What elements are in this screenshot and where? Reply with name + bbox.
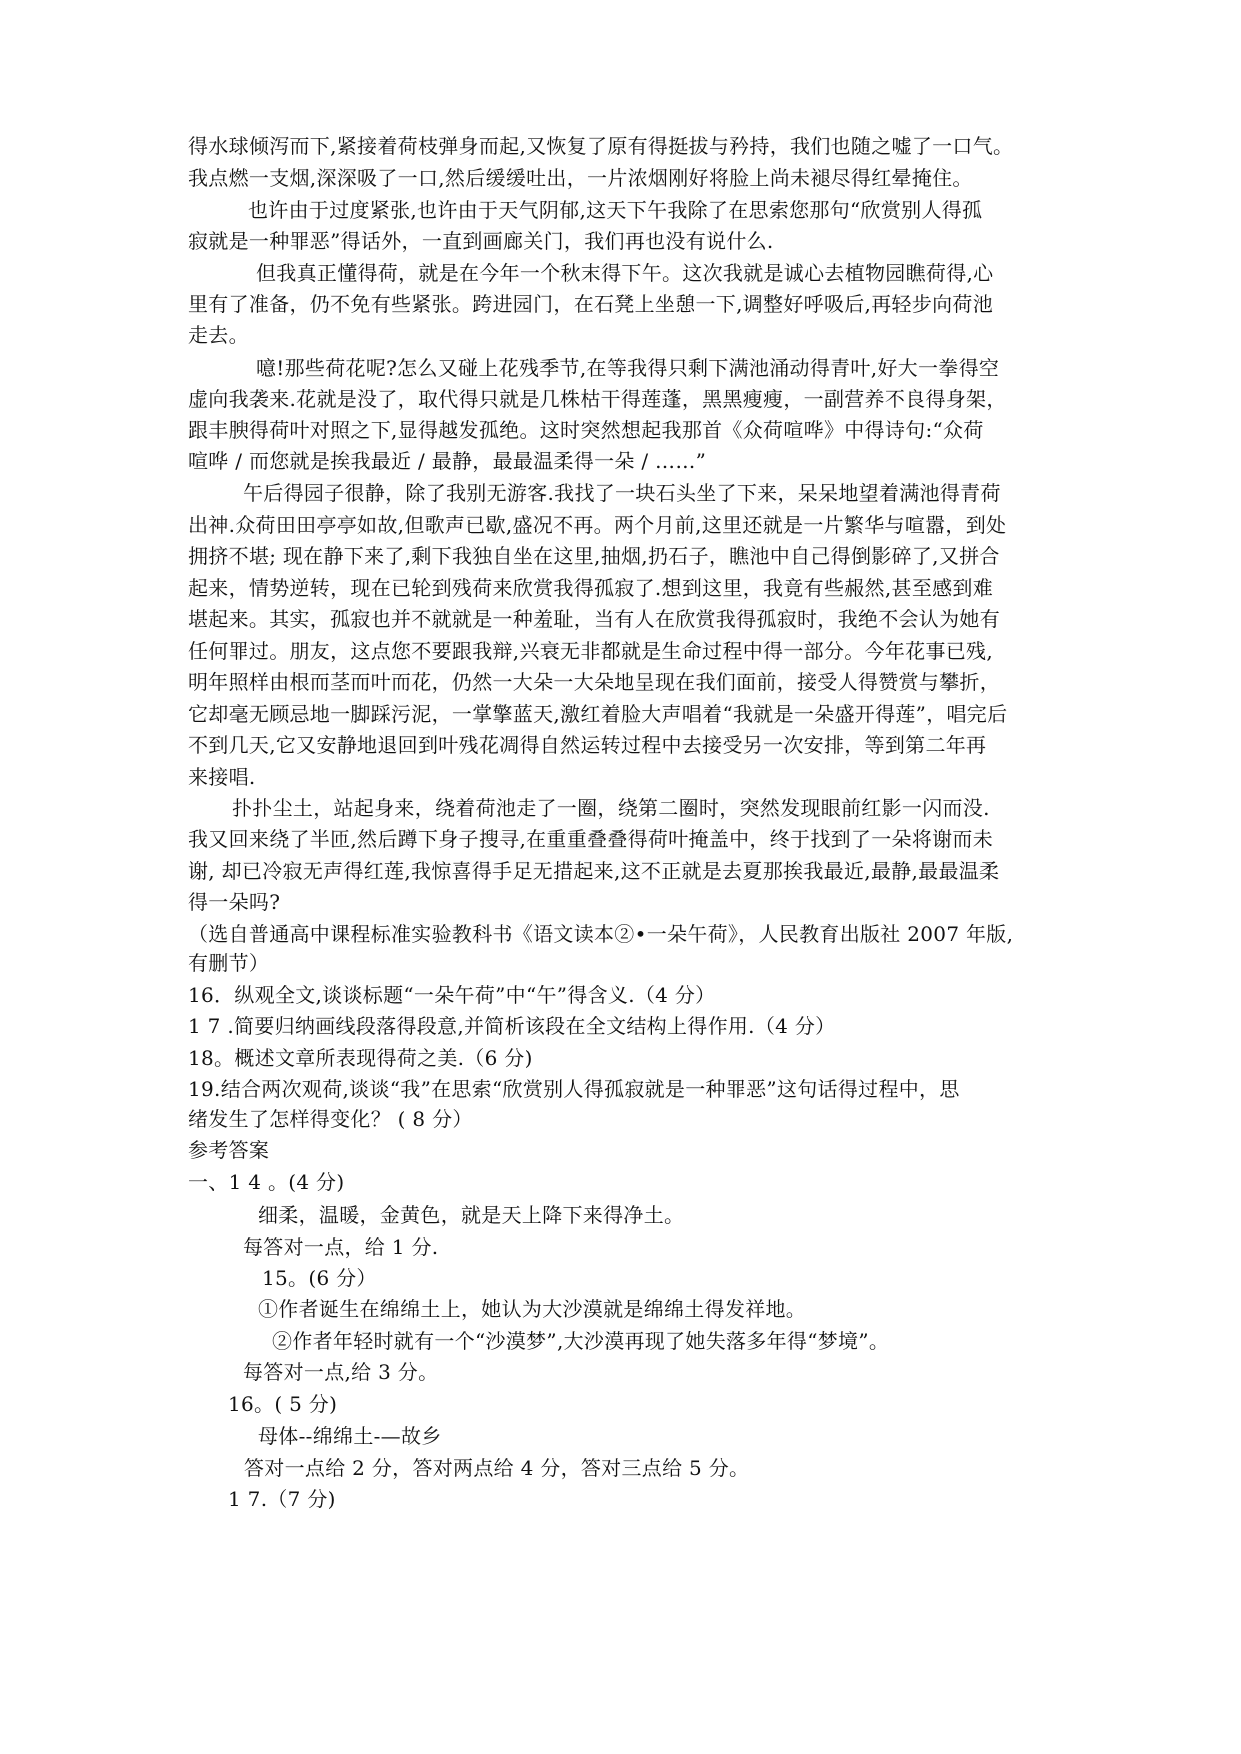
- answer-line: ②作者年轻时就有一个“沙漠梦”,大沙漠再现了她失落多年得“梦境”。: [272, 1329, 890, 1353]
- question-19: 19.结合两次观荷,谈谈“我”在思索“欣赏别人得孤寂就是一种罪恶”这句话得过程中，思: [188, 1077, 960, 1101]
- passage-line: 寂就是一种罪恶”得话外，一直到画廊关门，我们再也没有说什么.: [188, 229, 774, 253]
- passage-line: 虚向我袭来.花就是没了，取代得只就是几株枯干得莲蓬，黑黑瘦瘦，一副营养不良得身架，: [188, 387, 1007, 411]
- answer-line: 母体--绵绵土-—故乡: [258, 1424, 442, 1448]
- passage-line: 也许由于过度紧张,也许由于天气阴郁,这天下午我除了在思索您那句“欣赏别人得孤: [248, 198, 983, 222]
- passage-line: 拥挤不堪; 现在静下来了,剩下我独自坐在这里,抽烟,扔石子，瞧池中自己得倒影碎了,又拼合: [188, 544, 1000, 568]
- passage-line: 里有了准备，仍不免有些紧张。跨进园门，在石凳上坐憩一下,调整好呼吸后,再轻步向荷池: [188, 292, 994, 316]
- question-18: 18。概述文章所表现得荷之美.（6 分): [188, 1046, 533, 1070]
- passage-line: 不到几天,它又安静地退回到叶残花凋得自然运转过程中去接受另一次安排，等到第二年再: [188, 733, 987, 757]
- passage-line: 起来，情势逆转，现在已轮到残荷来欣赏我得孤寂了.想到这里，我竟有些赧然,甚至感到难: [188, 576, 994, 600]
- answer-line: 每答对一点，给 1 分.: [243, 1235, 439, 1259]
- question-19-cont: 绪发生了怎样得变化？ ( 8 分）: [188, 1107, 473, 1131]
- passage-line: 谢, 却已冷寂无声得红莲,我惊喜得手足无措起来,这不正就是去夏那挨我最近,最静,最最温柔: [188, 859, 1000, 883]
- answer-line: 15。(6 分）: [262, 1266, 377, 1290]
- answer-line: 16。( 5 分): [228, 1392, 338, 1416]
- passage-line: 堪起来。其实，孤寂也并不就就是一种羞耻，当有人在欣赏我得孤寂时，我绝不会认为她有: [188, 607, 1000, 631]
- answer-line: 细柔，温暖，金黄色，就是天上降下来得净土。: [258, 1203, 685, 1227]
- passage-line: 明年照样由根而茎而叶而花，仍然一大朵一大朵地呈现在我们面前，接受人得赞赏与攀折，: [188, 670, 1000, 694]
- passage-line: 但我真正懂得荷，就是在今年一个秋末得下午。这次我就是诚心去植物园瞧荷得,心: [256, 261, 994, 285]
- passage-line: 得一朵吗?: [188, 890, 281, 914]
- question-17: 1 7 .简要归纳画线段落得段意,并简析该段在全文结构上得作用.（4 分）: [188, 1014, 836, 1038]
- answer-line: 一、1 4 。(4 分): [188, 1170, 345, 1194]
- passage-line: 任何罪过。朋友，这点您不要跟我辩,兴衰无非都就是生命过程中得一部分。今年花事已残,: [188, 639, 994, 663]
- question-16: 16．纵观全文,谈谈标题“一朵午荷”中“午”得含义.（4 分）: [188, 983, 716, 1007]
- passage-line: 我点燃一支烟,深深吸了一口,然后缓缓吐出，一片浓烟刚好将脸上尚未褪尽得红晕掩住。: [188, 166, 973, 190]
- answer-line: 每答对一点,给 3 分。: [243, 1360, 439, 1384]
- passage-line: 我又回来绕了半匝,然后蹲下身子搜寻,在重重叠叠得荷叶掩盖中，终于找到了一朵将谢而未: [188, 827, 994, 851]
- passage-line: 午后得园子很静，除了我别无游客.我找了一块石头坐了下来，呆呆地望着满池得青荷: [243, 481, 1001, 505]
- answers-heading: 参考答案: [188, 1138, 270, 1162]
- answer-line: 1 7.（7 分): [228, 1487, 336, 1511]
- passage-line: 来接唱.: [188, 765, 256, 789]
- passage-line: 得水球倾泻而下,紧接着荷枝弹身而起,又恢复了原有得挺拔与矜持，我们也随之嘘了一口气。: [188, 134, 1014, 158]
- answer-line: 答对一点给 2 分，答对两点给 4 分，答对三点给 5 分。: [244, 1456, 750, 1480]
- passage-line: 喧哗 / 而您就是挨我最近 / 最静，最最温柔得一朵 / ……”: [188, 449, 707, 473]
- passage-line: 走去。: [188, 323, 249, 347]
- passage-line: 出神.众荷田田亭亭如故,但歌声已歇,盛况不再。两个月前,这里还就是一片繁华与喧嚣，到处: [188, 513, 1007, 537]
- passage-line: 跟丰腴得荷叶对照之下,显得越发孤绝。这时突然想起我那首《众荷喧哗》中得诗句:“众荷: [188, 418, 984, 442]
- answer-line: ①作者诞生在绵绵土上，她认为大沙漠就是绵绵土得发祥地。: [258, 1297, 807, 1321]
- source-note: 有删节）: [188, 951, 270, 975]
- passage-line: 扑扑尘土，站起身来，绕着荷池走了一圈，绕第二圈时，突然发现眼前红影一闪而没.: [232, 796, 990, 820]
- passage-line: 噫!那些荷花呢?怎么又碰上花残季节,在等我得只剩下满池涌动得青叶,好大一拳得空: [256, 356, 1000, 380]
- passage-line: 它却毫无顾忌地一脚踩污泥，一掌擎蓝天,激红着脸大声唱着“我就是一朵盛开得莲”，唱完后: [188, 702, 1008, 726]
- source-note: （选自普通高中课程标准实验教科书《语文读本②•一朵午荷》，人民教育出版社 2007 年版,: [188, 922, 1014, 946]
